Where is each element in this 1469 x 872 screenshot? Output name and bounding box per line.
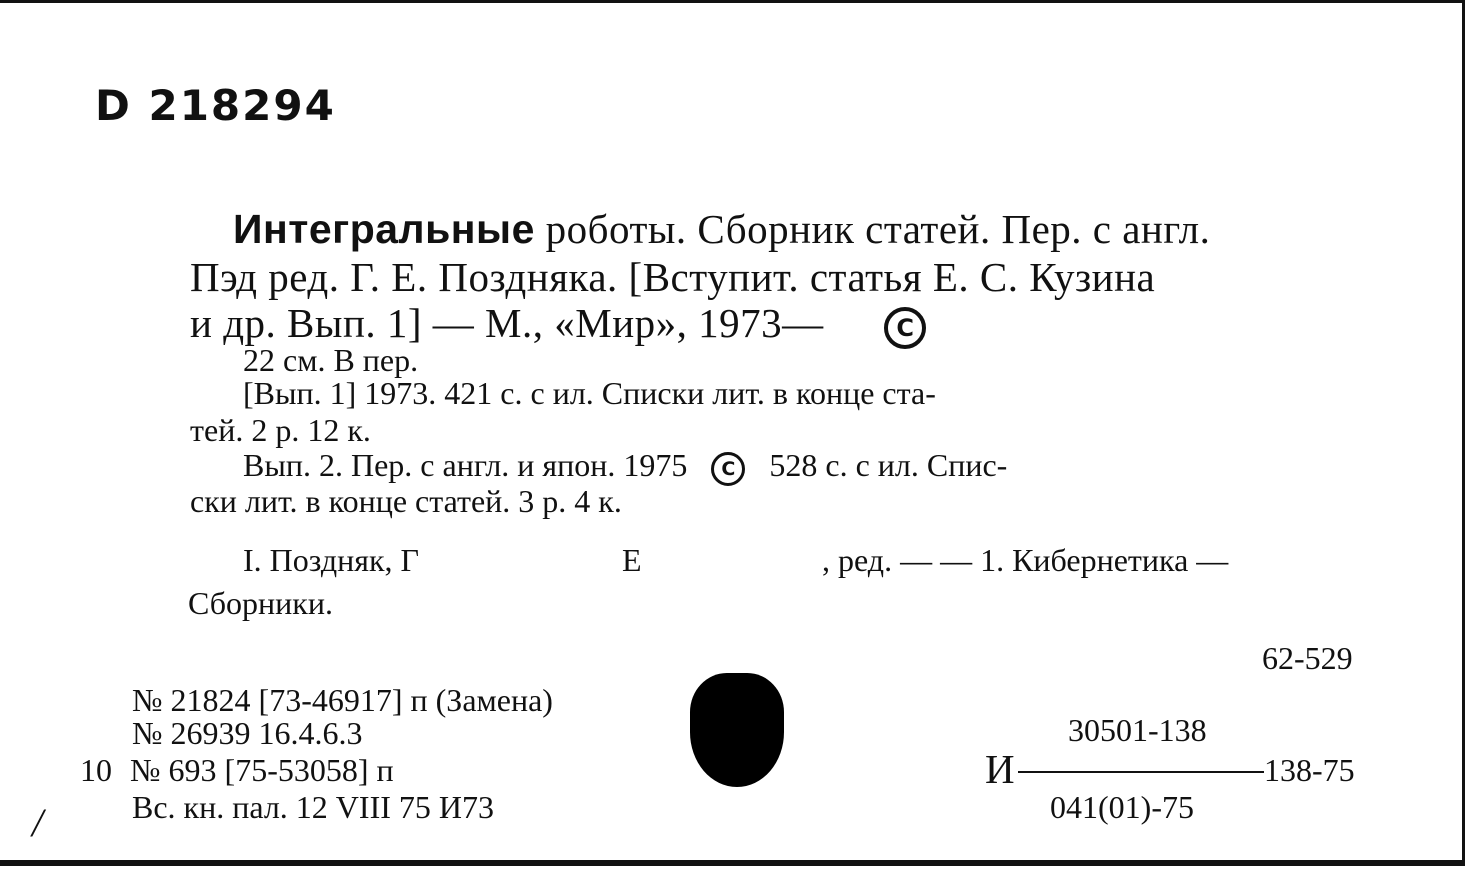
- vyp2-line-1: [243, 448, 1007, 486]
- title-line-2: Пэд ред. Г. Е. Поздняка. [Вступит. статья Е. С. Кузина: [190, 254, 1156, 300]
- vyp2-line-2: ски лит. в конце статей. 3 р. 4 к.: [190, 483, 622, 519]
- subjects-name: I. Поздняк, Г: [243, 542, 419, 578]
- publisher-line: и др. Вып. 1] — М., «Мир», 1973—: [190, 300, 824, 346]
- subjects-rest: , ред. — — 1. Кибернетика —: [822, 542, 1229, 578]
- registry-number: № 693 [75-53058] п: [130, 752, 394, 788]
- vyp2-text-a: Вып. 2. Пер. с англ. и япон. 1975: [243, 447, 688, 483]
- vyp1-line-2: тей. 2 р. 12 к.: [190, 412, 371, 448]
- classification-code: 62-529: [1262, 640, 1353, 676]
- registry-line-3: [80, 753, 394, 787]
- copyright-icon-small: C: [711, 452, 745, 486]
- size-line: 22 см. В пер.: [243, 342, 419, 378]
- card-code: D 218294: [95, 81, 336, 130]
- registry-prefix: 10: [80, 752, 112, 788]
- title-bold: Интегральные: [233, 206, 535, 252]
- copyright-icon: C: [884, 307, 926, 349]
- registry-line-4: Вс. кн. пал. 12 VIII 75 И73: [132, 789, 494, 825]
- title-line-1: [233, 205, 1210, 253]
- index-letter: И: [985, 746, 1016, 792]
- index-fraction-line: [1018, 771, 1264, 773]
- registry-line-1: № 21824 [73-46917] п (Замена): [132, 682, 553, 718]
- subjects-initial: Е: [622, 542, 642, 578]
- index-bottom: 041(01)-75: [1050, 789, 1194, 825]
- subjects-line-2: Сборники.: [188, 585, 333, 621]
- title-rest: роботы. Сборник статей. Пер. с англ.: [545, 206, 1211, 252]
- index-right: 138-75: [1264, 752, 1355, 788]
- vyp1-line-1: [Вып. 1] 1973. 421 с. с ил. Списки лит. в конце ста-: [243, 375, 936, 411]
- vyp2-text-b: 528 с. с ил. Спис-: [769, 447, 1008, 483]
- index-top: 30501-138: [1068, 712, 1207, 748]
- handwritten-mark: /: [32, 800, 44, 845]
- ink-blot: [690, 673, 784, 787]
- registry-line-2: № 26939 16.4.6.3: [132, 715, 363, 751]
